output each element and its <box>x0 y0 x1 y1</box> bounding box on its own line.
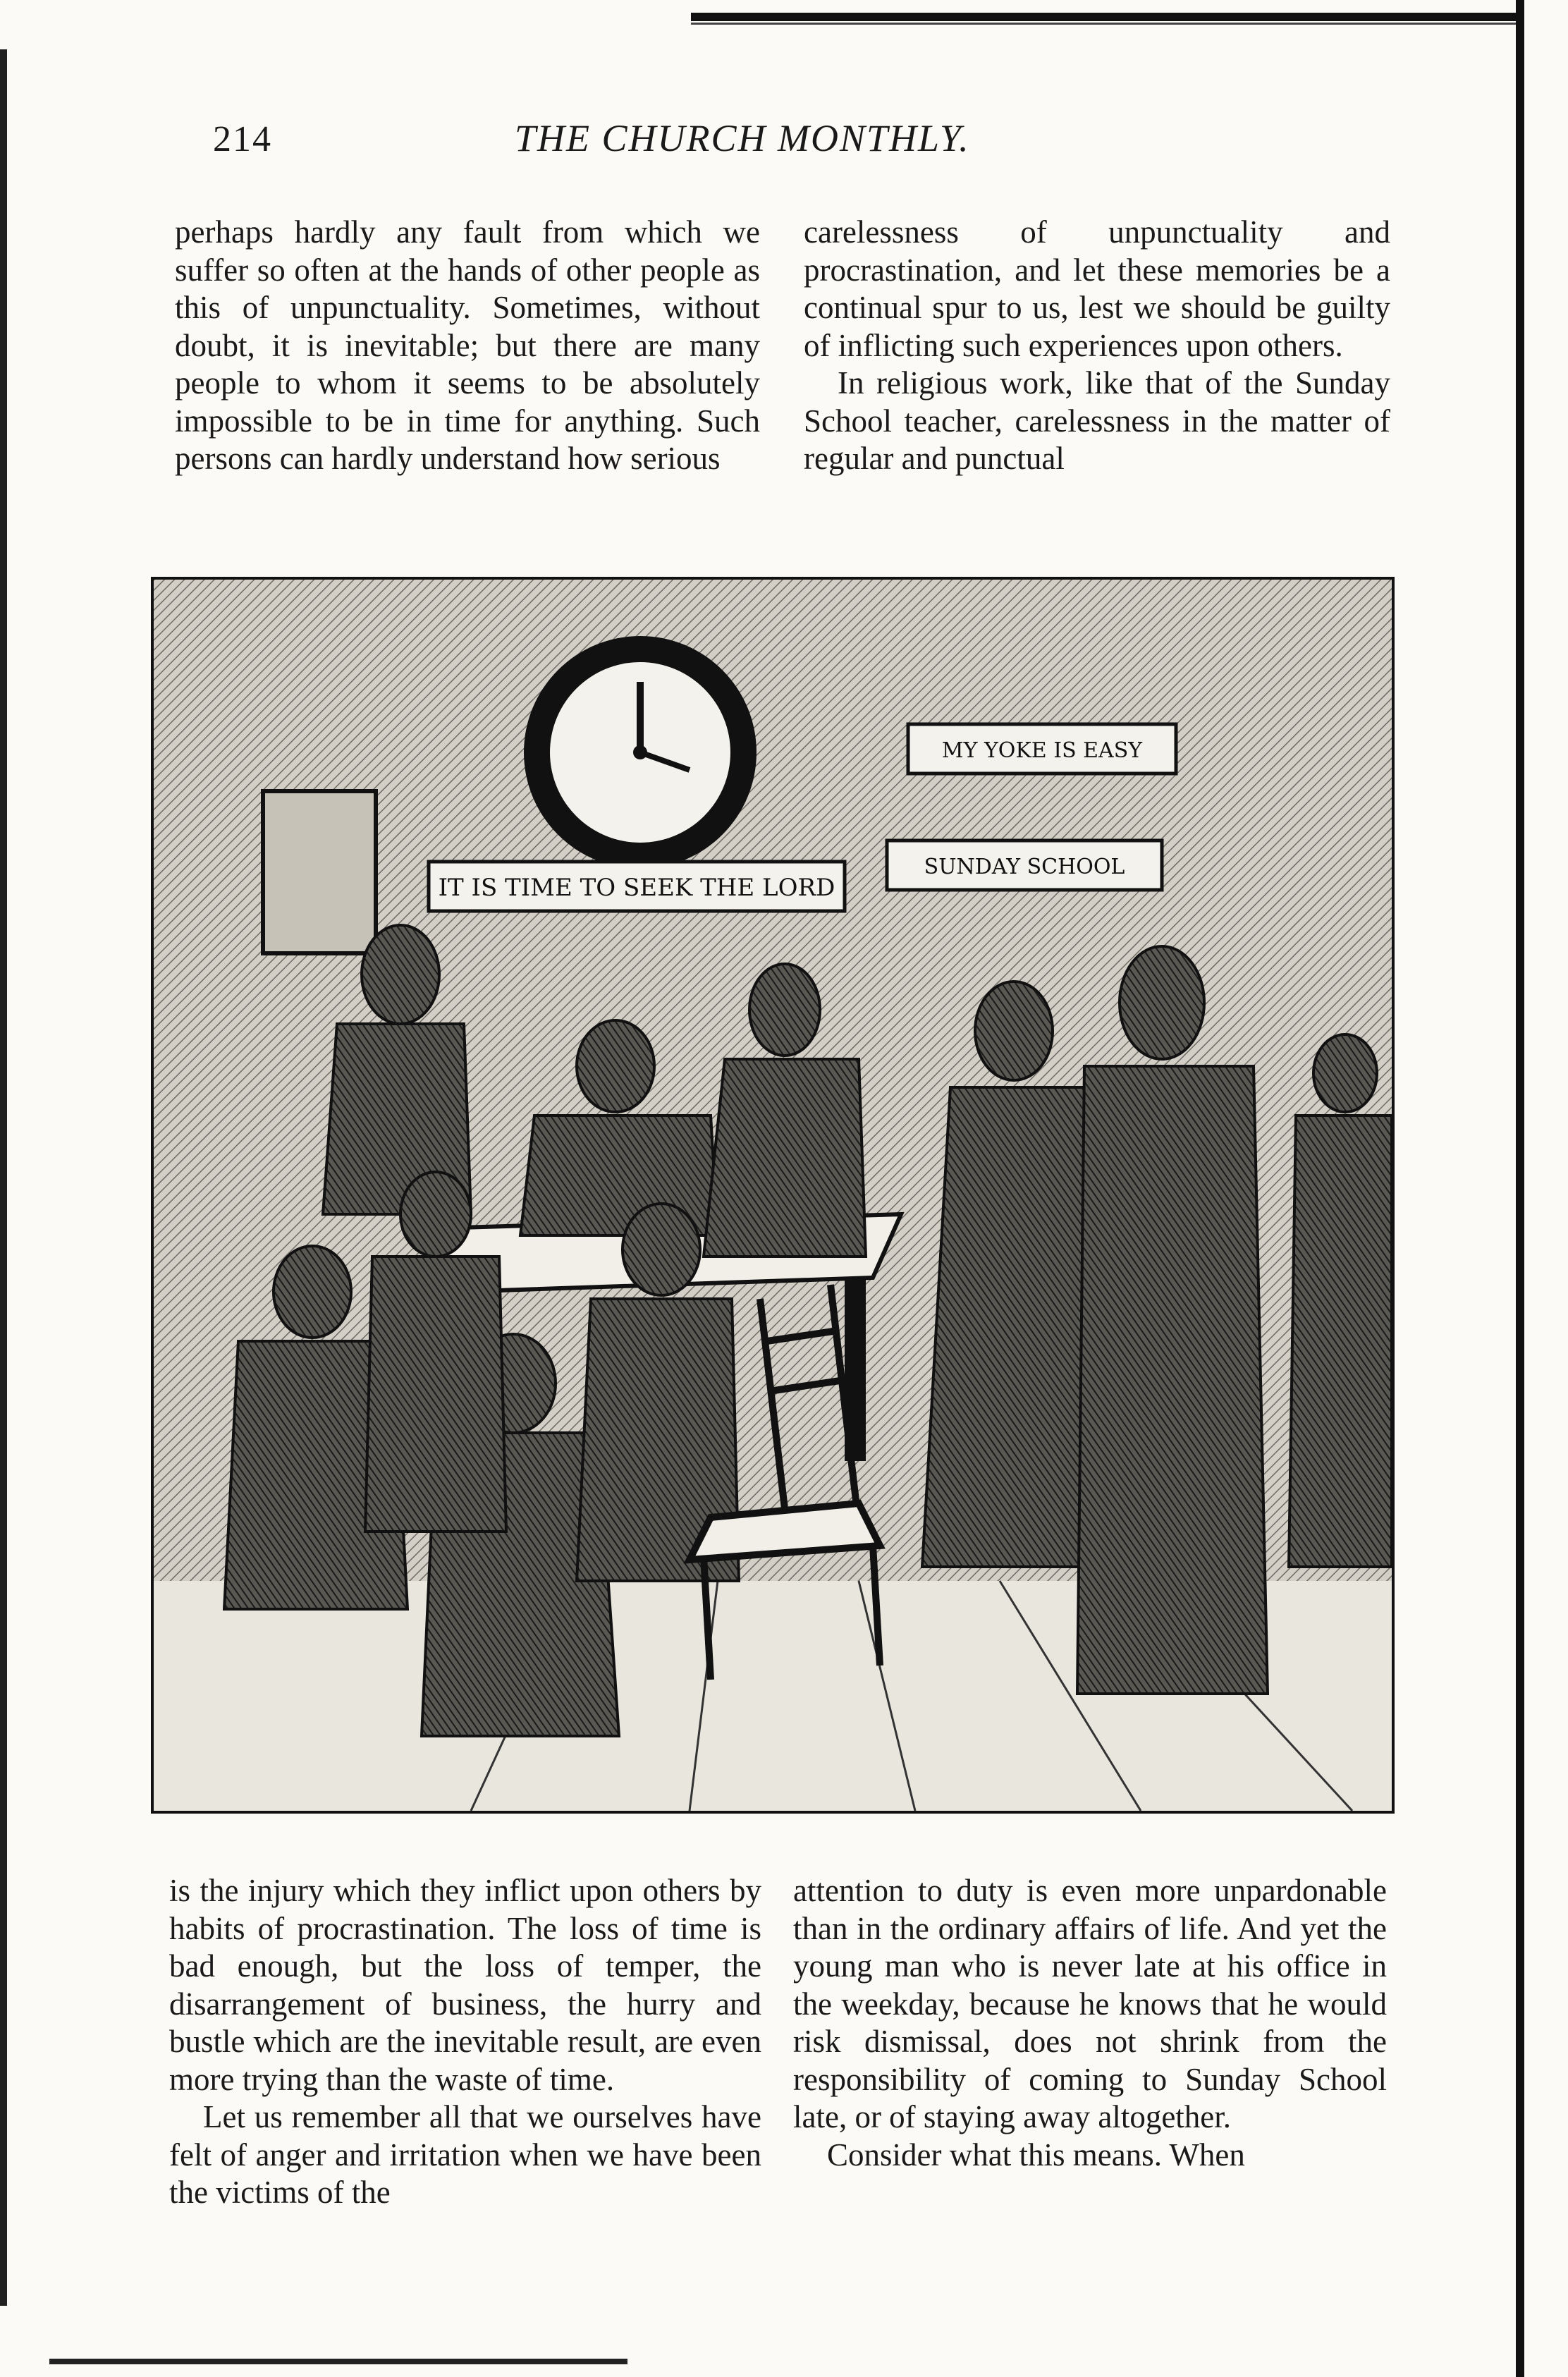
page-edge-left <box>0 49 7 2306</box>
svg-text:MY YOKE IS EASY: MY YOKE IS EASY <box>941 738 1143 763</box>
engraving <box>154 580 1392 1811</box>
sunday-school-illustration <box>151 577 1395 1814</box>
paragraph: Let us remember all that we ourselves have felt of anger and irritation when we have been the victims of the <box>169 2099 761 2210</box>
bottom-rule <box>49 2359 627 2364</box>
top-rule <box>691 13 1516 21</box>
banner-left <box>429 862 845 911</box>
paragraph: attention to duty is even more unpardonable than in the ordinary affairs of life. And yet the young man who is never late at his office in the weekday, because he knows that he would risk dismissal, does not shrink from the responsibility of coming to Sunday School late, or of staying away altogether. <box>793 1873 1387 2134</box>
top-rule-thin <box>691 23 1516 25</box>
page-number: 214 <box>213 119 272 159</box>
paragraph: In religious work, like that of the Sunday School teacher, carelessness in the matter of regular and punctual <box>804 365 1390 476</box>
column-top-left <box>175 214 760 478</box>
paragraph: Consider what this means. When <box>827 2137 1245 2173</box>
paragraph: perhaps hardly any fault from which we suffer so often at the hands of other people as this of unpunctuality. Sometimes, without doubt, it is inevitable; but there are many people to whom it seems to be absolutely impossible to be in time for anything. Such persons can hardly understand how serious <box>175 214 760 476</box>
wall-clock <box>524 636 757 869</box>
running-head: THE CHURCH MONTHLY. <box>515 117 970 159</box>
paragraph: is the injury which they inflict upon others by habits of procrastination. The loss of time is bad enough, but the loss of temper, the disarrangement of business, the hurry and bustle which are the inevitable result, are even more trying than the waste of time. <box>169 1873 761 2097</box>
banner-right-top <box>908 724 1176 774</box>
wall-frame <box>263 791 376 953</box>
paragraph: carelessness of unpunctuality and procrastination, and let these memories be a continual spur to us, lest we should be guilty of inflicting such experiences upon others. <box>804 214 1390 363</box>
banner-right-bottom <box>887 841 1162 890</box>
column-top-right <box>804 214 1390 478</box>
column-bottom-right <box>793 1872 1387 2174</box>
page-edge-right <box>1516 0 1524 2377</box>
svg-text:SUNDAY SCHOOL: SUNDAY SCHOOL <box>924 855 1125 879</box>
column-bottom-left <box>169 1872 761 2212</box>
svg-text:IT IS TIME TO SEEK THE LORD: IT IS TIME TO SEEK THE LORD <box>438 874 835 902</box>
